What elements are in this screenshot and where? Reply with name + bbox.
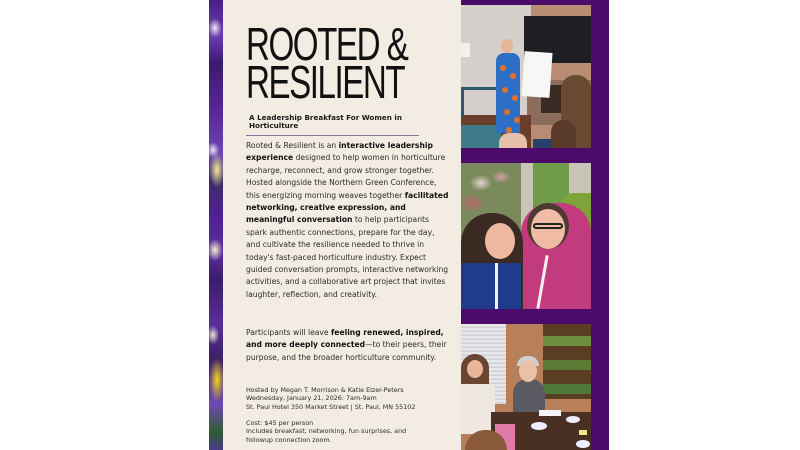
event-location: St. Paul Hotel 350 Market Street | St. Paul, MN 55102 — [246, 402, 416, 411]
outcome-text-1: Participants will leave — [246, 328, 331, 337]
pansy-flower-image-strip — [209, 0, 223, 450]
cost-includes-1: Includes breakfast, networking, fun surprises, and — [246, 427, 407, 436]
selfie-photo — [461, 163, 591, 309]
flyer-subtitle: A Leadership Breakfast For Women in Horticulture — [249, 113, 402, 131]
title-divider — [246, 135, 419, 136]
hosted-bold: facilitated networking, creative expression, and meaningful conversation — [246, 190, 449, 225]
outcome-paragraph — [246, 327, 461, 364]
outcome-text-2: —to their peers, their purpose, and the broader horticulture community. — [246, 340, 447, 362]
hosted-text-1: Hosted alongside the Northern Green Conference, this energizing morning weaves together — [246, 178, 437, 200]
intro-text-1: Rooted & Resilient is an — [246, 141, 339, 150]
outcome-bold: feeling renewed, inspired, and more deeply connected — [246, 328, 444, 350]
title-line-1: ROOTED & — [246, 18, 408, 70]
event-hosts: Hosted by Megan T. Morrison & Katie Elzer-Peters — [246, 386, 404, 394]
event-details — [246, 386, 466, 411]
description — [246, 140, 451, 301]
intro-bold: interactive leadership experience — [246, 141, 433, 163]
table-activity-photo — [461, 324, 591, 450]
event-flyer — [209, 0, 609, 450]
flyer-title — [246, 18, 408, 108]
photo-column — [461, 0, 609, 450]
hosted-paragraph — [246, 177, 451, 301]
presentation-photo — [461, 5, 591, 148]
hosted-text-2: to help participants spark authentic connections, prepare for the day, and cultivate the resilience needed to thrive in today's fast-paced horticulture industry. Expect guided conversation prompts, interactive networking activities, and a collaborative art project that invites laughter, reflection, and creativity. — [246, 215, 449, 299]
text-panel — [223, 0, 461, 450]
event-cost — [246, 419, 466, 444]
intro-paragraph — [246, 140, 451, 177]
cost-price: Cost: $45 per person — [246, 419, 314, 427]
cost-includes-2: followup connection zoom. — [246, 435, 332, 444]
event-datetime: Wednesday, January 21, 2026: 7am-9am — [246, 394, 377, 403]
title-line-2: RESILIENT — [246, 56, 405, 108]
intro-text-2: designed to help women in horticulture recharge, reconnect, and grow stronger together. — [246, 153, 446, 175]
